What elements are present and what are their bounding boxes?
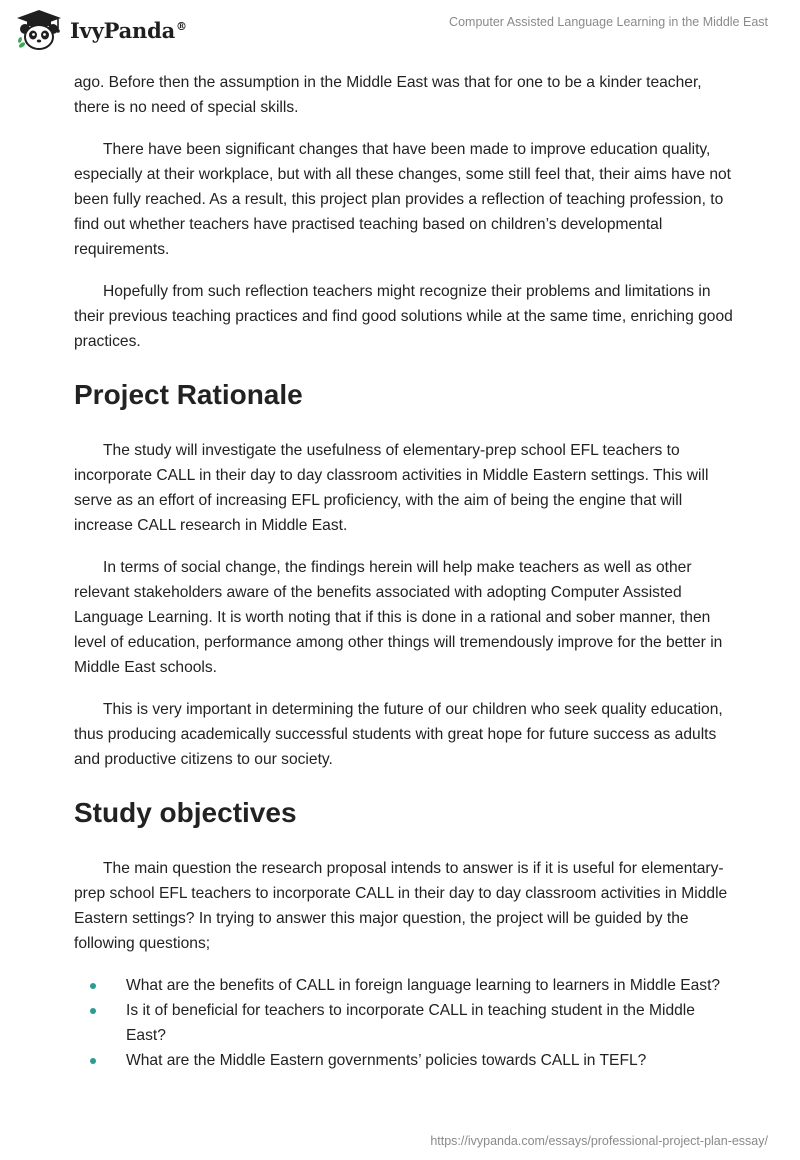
paragraph: ago. Before then the assumption in the Middle East was that for one to be a kinder teacher, there is no need of special skills. xyxy=(74,74,702,116)
paragraph: The study will investigate the usefulness of elementary-prep school EFL teachers to incorporate CALL in their day to day classroom activities in Middle Eastern settings. This will serve as an effort of increasing EFL proficiency, with the aim of being the engine that will increase CALL research in Middle East. xyxy=(74,442,709,534)
panda-graduate-icon xyxy=(14,8,64,52)
page-header xyxy=(0,0,800,62)
list-item xyxy=(74,973,734,998)
bullet-dot-icon xyxy=(90,1008,96,1014)
paragraph: In terms of social change, the findings herein will help make teachers as well as other relevant stakeholders aware of the benefits associated with adopting Computer Assisted Language Learning. It is worth noting that if this is done in a rational and sober manner, then level of education, performance among other things will tremendously improve for the better in Middle East schools. xyxy=(74,559,723,676)
list-item-text: What are the Middle Eastern governments’ policies towards CALL in TEFL? xyxy=(126,1052,647,1069)
source-url[interactable]: https://ivypanda.com/essays/professional-project-plan-essay/ xyxy=(430,1134,768,1148)
list-item-text: What are the benefits of CALL in foreign language learning to learners in Middle East? xyxy=(126,977,721,994)
bullet-dot-icon xyxy=(90,1058,96,1064)
ivypanda-logo[interactable] xyxy=(14,8,187,52)
document-title: Computer Assisted Language Learning in the Middle East xyxy=(449,15,768,29)
bullet-dot-icon xyxy=(90,983,96,989)
paragraph: This is very important in determining the future of our children who seek quality education, thus producing academically successful students with great hope for future success as adults and productive citizens to our society. xyxy=(74,701,723,768)
section-heading-project-rationale: Project Rationale xyxy=(74,379,303,410)
objectives-list xyxy=(74,973,734,1073)
paragraph: Hopefully from such reflection teachers might recognize their problems and limitations in their previous teaching practices and find good solutions while at the same time, enriching good practices. xyxy=(74,283,733,350)
list-item xyxy=(74,998,734,1048)
list-item-text: Is it of beneficial for teachers to incorporate CALL in teaching student in the Middle East? xyxy=(126,1002,695,1044)
logo-text: IvyPanda® xyxy=(70,17,187,43)
list-item xyxy=(74,1048,734,1073)
paragraph: There have been significant changes that have been made to improve education quality, especially at their workplace, but with all these changes, some still feel that, their aims have not been fully reached. As a result, this project plan provides a reflection of teaching profession, to find out whether teachers have practised teaching based on children’s developmental requirements. xyxy=(74,141,732,258)
paragraph: The main question the research proposal intends to answer is if it is useful for elementary-prep school EFL teachers to incorporate CALL in their day to day classroom activities in Middle Eastern settings? In trying to answer this major question, the project will be guided by the following questions; xyxy=(74,860,728,952)
section-heading-study-objectives: Study objectives xyxy=(74,797,297,828)
essay-content xyxy=(74,70,734,1073)
